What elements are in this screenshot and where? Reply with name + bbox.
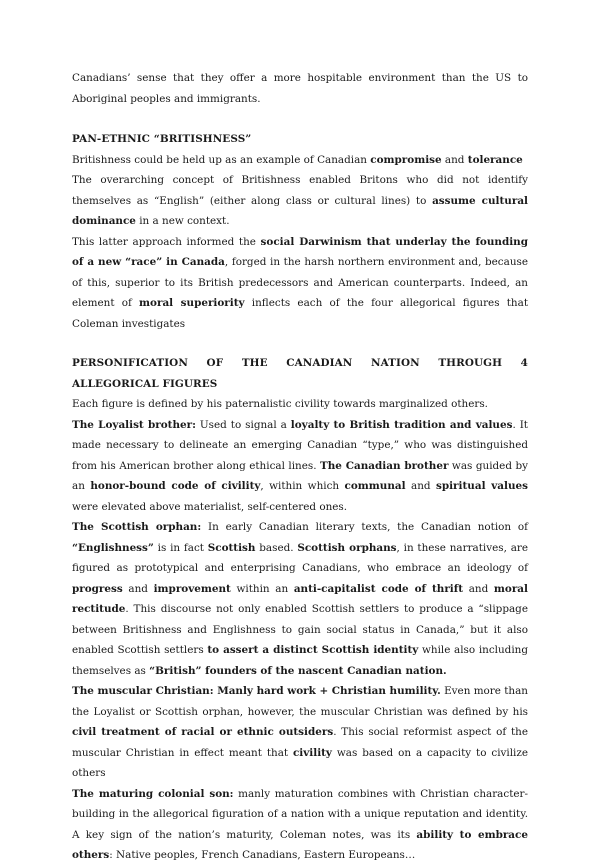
muscular-christian-paragraph: The muscular Christian: Manly hard work + Christian humility. Even more than the Loyalist or Scottish orphan, however, the muscular Christian was defined by his civil treatment of racial or ethnic outsiders. This social reformist aspect of the muscular Christian in effect meant that civility was based on a capacity to civilize others bbox=[72, 685, 528, 779]
britishness-paragraph-1: Britishness could be held up as an example of Canadian compromise and tolerance bbox=[72, 153, 523, 166]
section-heading-personification: PERSONIFICATION OF THE CANADIAN NATION THROUGH 4 ALLEGORICAL FIGURES bbox=[72, 357, 528, 390]
intro-paragraph: Canadians’ sense that they offer a more hospitable environment than the US to Aboriginal peoples and immigrants. bbox=[72, 72, 528, 105]
figures-intro-paragraph: Each figure is defined by his paternalistic civility towards marginalized others. bbox=[72, 398, 488, 410]
loyalist-brother-paragraph: The Loyalist brother: Used to signal a loyalty to British tradition and values. It made necessary to delineate an emerging Canadian “type,” who was distinguished from his American brother along ethical lines. The Canadian brother was guided by an honor-bound code of civility, within which communal and spiritual values were elevated above materialist, self-centered ones. bbox=[72, 418, 528, 513]
document-page bbox=[72, 68, 528, 866]
scottish-orphan-paragraph: The Scottish orphan: In early Canadian literary texts, the Canadian notion of “Englishness” is in fact Scottish based. Scottish orphans, in these narratives, are figured as prototypical and enterprising Canadians, who embrace an ideology of progress and improvement within an anti-capitalist code of thrift and moral rectitude. This discourse not only enabled Scottish settlers to produce a “slippage between Britishness and Englishness to gain social status in Canada,” but it also enabled Scottish settlers to assert a distinct Scottish identity while also including themselves as “British” founders of the nascent Canadian nation. bbox=[72, 521, 528, 677]
britishness-paragraph-2: The overarching concept of Britishness enabled Britons who did not identify themselves as “English” (either along class or cultural lines) to assume cultural dominance in a new context. bbox=[72, 174, 528, 227]
section-heading-britishness: PAN-ETHNIC “BRITISHNESS” bbox=[72, 133, 252, 145]
maturing-colonial-son-paragraph: The maturing colonial son: manly maturation combines with Christian character-building in the allegorical figuration of a nation with a unique reputation and identity. A key sign of the nation’s maturity, Coleman notes, was its ability to embrace others: Native peoples, French Canadians, Eastern Europeans… bbox=[72, 787, 528, 861]
britishness-paragraph-3: This latter approach informed the social Darwinism that underlay the founding of a new “race” in Canada, forged in the harsh northern environment and, because of this, superior to its British predecessors and American counterparts. Indeed, an element of moral superiority inflects each of the four allegorical figures that Coleman investigates bbox=[72, 235, 528, 330]
